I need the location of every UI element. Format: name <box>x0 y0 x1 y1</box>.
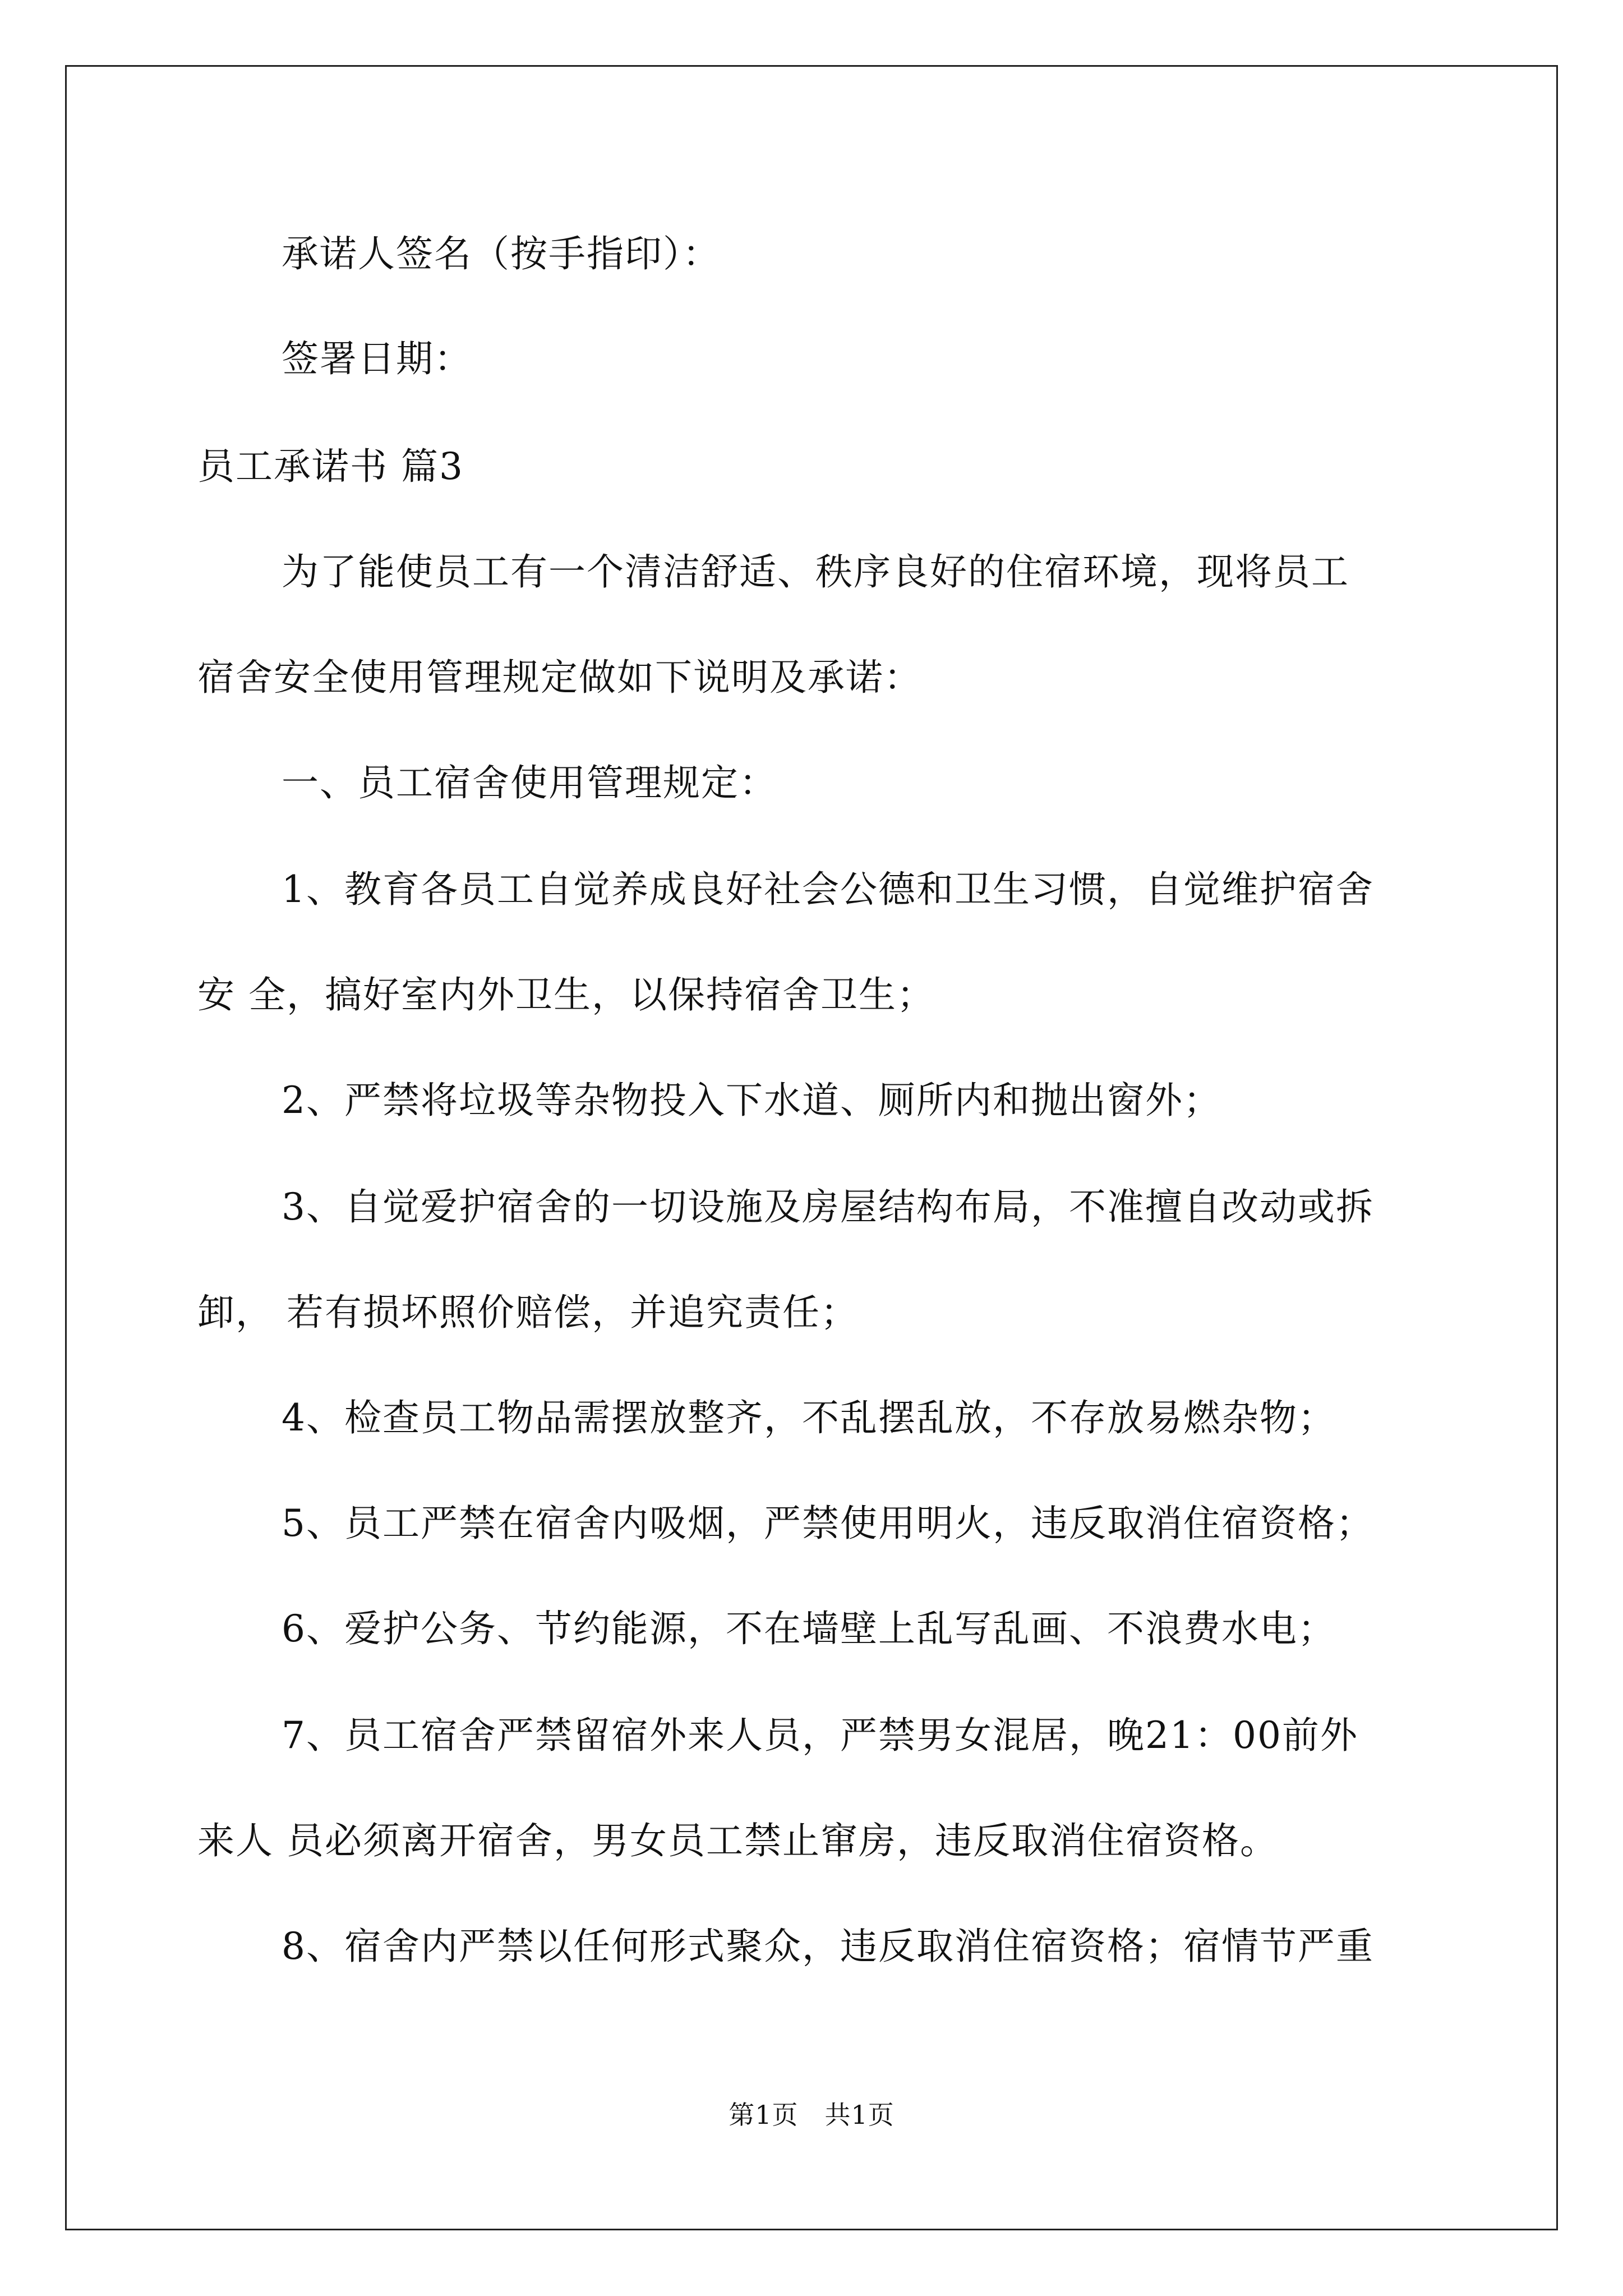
page-footer: 第1页 共1页 <box>728 2100 895 2130</box>
rule-item-4: 4、检查员工物品需摆放整齐，不乱摆乱放，不存放易燃杂物； <box>282 1396 1336 1439</box>
rule-item-7: 7、员工宿舍严禁留宿外来人员，严禁男女混居，晚21：00前外 <box>282 1714 1358 1757</box>
rule-item-5: 5、员工严禁在宿舍内吸烟，严禁使用明火，违反取消住宿资格； <box>282 1502 1374 1545</box>
paragraph-line: 宿舍安全使用管理规定做如下说明及承诺： <box>197 656 922 699</box>
rule-item-2: 2、严禁将垃圾等杂物投入下水道、厕所内和抛出窗外； <box>282 1079 1221 1122</box>
paragraph-line: 为了能使员工有一个清洁舒适、秩序良好的住宿环境，现将员工 <box>282 550 1349 593</box>
section-heading: 员工承诺书 篇3 <box>197 445 464 488</box>
signature-line: 承诺人签名（按手指印）： <box>282 232 721 275</box>
rule-item-6: 6、爱护公务、节约能源，不在墙壁上乱写乱画、不浪费水电； <box>282 1607 1336 1650</box>
rule-item-1-cont: 安 全，搞好室内外卫生，以保持宿舍卫生； <box>197 973 935 1016</box>
rule-item-3-cont: 卸， 若有损坏照价赔偿，并追究责任； <box>197 1291 859 1334</box>
page-frame <box>65 65 1558 2230</box>
rule-item-1: 1、教育各员工自觉养成良好社会公德和卫生习惯，自觉维护宿舍 <box>282 868 1374 911</box>
rule-item-7-cont: 来人 员必须离开宿舍，男女员工禁止窜房，违反取消住宿资格。 <box>197 1819 1278 1862</box>
rule-item-3: 3、自觉爱护宿舍的一切设施及房屋结构布局，不准擅自改动或拆 <box>282 1185 1374 1228</box>
rule-item-8: 8、宿舍内严禁以任何形式聚众，违反取消住宿资格；宿情节严重 <box>282 1925 1374 1968</box>
subheading-line: 一、员工宿舍使用管理规定： <box>282 761 777 804</box>
date-line: 签署日期： <box>282 337 472 380</box>
